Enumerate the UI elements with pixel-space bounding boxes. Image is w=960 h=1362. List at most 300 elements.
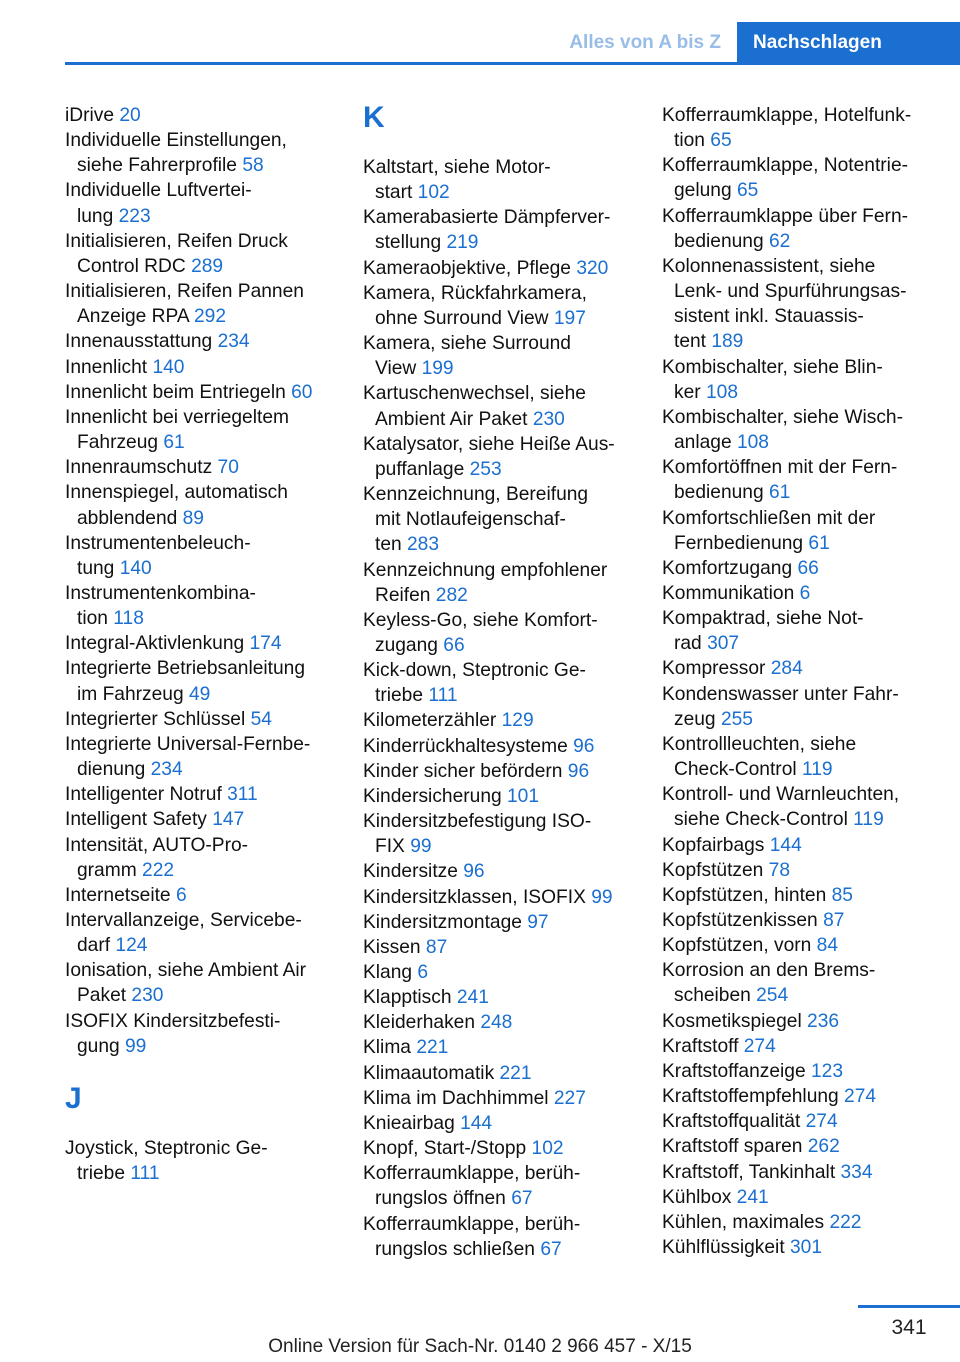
- index-entry: [65, 908, 355, 958]
- index-entry-text: sistent inkl. Stauassis-: [674, 306, 864, 328]
- index-entry-text: start: [375, 182, 418, 204]
- index-entry-text: Kamera, siehe Surround: [363, 333, 571, 355]
- index-entry-text: Knopf, Start-/Stopp: [363, 1138, 532, 1160]
- index-entry-text: Innenlicht bei verriegeltem: [65, 406, 289, 428]
- page-reference-link[interactable]: 96: [573, 735, 595, 757]
- index-entry: [65, 1009, 355, 1059]
- header-chapter-tab: Nachschlagen: [737, 22, 960, 64]
- index-entry-text: Control RDC: [77, 255, 192, 277]
- page-reference-link[interactable]: 89: [182, 507, 204, 529]
- index-entry: [363, 759, 655, 784]
- page-reference-link[interactable]: 99: [410, 836, 432, 858]
- page-reference-link[interactable]: 230: [131, 985, 164, 1007]
- page-reference-link[interactable]: 262: [807, 1136, 840, 1158]
- index-entry-text: Kopfstützenkissen: [662, 910, 824, 931]
- page-reference-link[interactable]: 85: [831, 884, 853, 906]
- index-entry: [662, 656, 958, 681]
- page-reference-link[interactable]: 62: [768, 230, 791, 252]
- index-entry: [65, 405, 355, 455]
- index-entry-text: Lenk- und Spurführungsas-: [674, 281, 907, 303]
- index-entry: [662, 204, 958, 254]
- index-entry: [65, 631, 355, 656]
- index-entry-text: Instrumentenkombina-: [65, 582, 256, 604]
- page-reference-link[interactable]: 241: [736, 1186, 769, 1208]
- page-reference-link[interactable]: 111: [428, 685, 458, 707]
- index-entry: [662, 1160, 958, 1185]
- index-entry-text: Kaltstart, siehe Motor-: [363, 157, 551, 178]
- index-entry-text: FIX: [375, 836, 411, 858]
- page-reference-link[interactable]: 87: [425, 936, 448, 958]
- index-entry-text: Kopfstützen, vorn: [662, 935, 817, 957]
- index-entry: [662, 682, 958, 732]
- page-reference-link[interactable]: 283: [407, 534, 440, 556]
- index-entry-text: gelung: [674, 180, 737, 202]
- index-entry: [363, 960, 655, 985]
- page-reference-link[interactable]: 118: [113, 608, 144, 630]
- page-reference-link[interactable]: 66: [797, 557, 819, 579]
- index-entry: [65, 229, 355, 279]
- page-reference-link[interactable]: 102: [531, 1138, 564, 1160]
- index-column-3: [662, 103, 958, 1260]
- index-entry: [662, 833, 958, 858]
- index-entry-text: Kontrollleuchten, siehe: [662, 733, 857, 755]
- index-entry-text: Kompressor: [662, 658, 771, 680]
- page-reference-link[interactable]: 221: [416, 1037, 449, 1059]
- page-reference-link[interactable]: 144: [769, 834, 802, 856]
- index-entry: [65, 782, 355, 807]
- index-entry-text: Integrierter Schlüssel: [65, 708, 251, 730]
- index-entry-text: Intervallanzeige, Servicebe-: [65, 910, 302, 931]
- index-entry: [65, 707, 355, 732]
- page-reference-link[interactable]: 99: [591, 886, 613, 908]
- index-entry: [363, 1111, 655, 1136]
- index-entry: [363, 256, 655, 281]
- page-reference-link[interactable]: 61: [768, 482, 791, 504]
- index-entry-text: Kameraobjektive, Pflege: [363, 257, 577, 279]
- page-reference-link[interactable]: 119: [801, 759, 833, 781]
- page-reference-link[interactable]: 197: [553, 307, 586, 329]
- index-entry-text: siehe Check-Control: [674, 809, 854, 831]
- index-entry-text: Kleiderhaken: [363, 1012, 481, 1034]
- page-reference-link[interactable]: 67: [540, 1238, 562, 1260]
- page-reference-link[interactable]: 96: [567, 760, 590, 782]
- index-entry: [65, 1136, 355, 1186]
- page-reference-link[interactable]: 58: [242, 155, 264, 177]
- index-entry-text: Kraftstoff, Tankinhalt: [662, 1161, 841, 1183]
- page-reference-link[interactable]: 189: [711, 331, 744, 353]
- index-entry-text: Kilometerzähler: [363, 710, 502, 732]
- index-entry-text: Komfortzugang: [662, 557, 798, 579]
- index-entry: [662, 405, 958, 455]
- page-reference-link[interactable]: 174: [249, 633, 282, 655]
- index-entry: [65, 480, 355, 530]
- page-reference-link[interactable]: 234: [150, 759, 183, 781]
- page-reference-link[interactable]: 223: [118, 205, 151, 227]
- page-reference-link[interactable]: 6: [799, 582, 811, 604]
- index-entry: [363, 985, 655, 1010]
- index-entry-text: zeug: [674, 708, 721, 730]
- page-reference-link[interactable]: 20: [119, 105, 141, 126]
- index-entry-text: Kosmetikspiegel: [662, 1010, 808, 1032]
- index-entry-text: tent: [674, 331, 712, 353]
- index-entry-text: Kraftstoffqualität: [662, 1111, 806, 1133]
- index-entry-text: Integrierte Universal-Fernbe-: [65, 733, 311, 755]
- index-entry-text: Katalysator, siehe Heiße Aus-: [363, 433, 615, 455]
- index-entry: [65, 103, 355, 128]
- index-entry-text: Kofferraumklappe, berüh-: [363, 1163, 581, 1185]
- index-entry-text: Klang: [363, 962, 418, 983]
- index-entry-text: Initialisieren, Reifen Pannen: [65, 281, 304, 303]
- index-entry: [363, 1035, 655, 1060]
- index-entry: [662, 1210, 958, 1235]
- index-entry-text: Kinder sicher befördern: [363, 760, 568, 782]
- index-entry-text: gung: [77, 1035, 126, 1057]
- index-entry-text: Fernbedienung: [674, 532, 809, 554]
- page-reference-link[interactable]: 61: [163, 432, 185, 454]
- page-reference-link[interactable]: 99: [125, 1035, 147, 1057]
- index-entry-text: gramm: [77, 859, 143, 881]
- page-reference-link[interactable]: 284: [770, 658, 803, 680]
- index-entry: [662, 1185, 958, 1210]
- index-entry-text: Fahrzeug: [77, 432, 164, 454]
- index-entry-text: Anzeige RPA: [77, 306, 194, 328]
- index-entry: [65, 581, 355, 631]
- index-entry: [363, 482, 655, 557]
- page-reference-link[interactable]: 144: [460, 1112, 493, 1134]
- index-entry-text: Integrierte Betriebsanleitung: [65, 658, 305, 680]
- index-letter-heading: J: [65, 1081, 82, 1115]
- page-reference-link[interactable]: 301: [789, 1237, 822, 1259]
- footer-rule: [858, 1305, 960, 1308]
- index-entry-text: Kindersitzbefestigung ISO-: [363, 811, 592, 833]
- index-entry-text: Kamera, Rückfahrkamera,: [363, 282, 587, 304]
- index-entry: [662, 606, 958, 656]
- index-entry-text: mit Notlaufeigenschaf-: [375, 509, 566, 531]
- index-entry: [363, 784, 655, 809]
- index-entry-text: tion: [77, 608, 114, 630]
- page-reference-link[interactable]: 97: [527, 911, 549, 933]
- index-entry-text: scheiben: [674, 985, 757, 1007]
- index-entry-text: iDrive: [65, 105, 120, 126]
- index-entry: [363, 281, 655, 331]
- header-rule: [65, 62, 960, 65]
- index-entry: [363, 1010, 655, 1035]
- index-entry-text: Kamerabasierte Dämpferver-: [363, 207, 611, 229]
- index-entry-text: bedienung: [674, 230, 769, 252]
- index-entry: [65, 958, 355, 1008]
- index-entry-text: anlage: [674, 432, 737, 454]
- index-entry-text: Internetseite: [65, 884, 176, 906]
- index-entry: [65, 329, 355, 354]
- page-reference-link[interactable]: 234: [217, 331, 250, 353]
- page-reference-link[interactable]: 101: [507, 785, 540, 807]
- index-entry-text: rungslos schließen: [375, 1238, 541, 1260]
- index-entry-text: im Fahrzeug: [77, 683, 189, 705]
- page-reference-link[interactable]: 84: [816, 935, 838, 957]
- index-entry-text: ker: [674, 381, 706, 403]
- index-entry-text: Kofferraumklappe, berüh-: [363, 1213, 581, 1235]
- index-entry: [662, 1235, 958, 1260]
- page-reference-link[interactable]: 274: [805, 1111, 838, 1133]
- index-entry-text: Kraftstoff sparen: [662, 1136, 808, 1158]
- index-entry: [65, 380, 355, 405]
- page-reference-link[interactable]: 6: [175, 884, 187, 906]
- index-entry: [65, 833, 355, 883]
- index-entry: [662, 254, 958, 355]
- index-entry: [65, 656, 355, 706]
- page-reference-link[interactable]: 334: [840, 1161, 873, 1183]
- index-entry: [363, 658, 655, 708]
- page-reference-link[interactable]: 70: [217, 457, 239, 479]
- index-entry-text: siehe Fahrerprofile: [77, 155, 243, 177]
- index-entry: [363, 1061, 655, 1086]
- index-entry-text: bedienung: [674, 482, 769, 504]
- index-letter-heading: K: [363, 101, 385, 134]
- index-entry-text: darf: [77, 935, 116, 957]
- page-reference-link[interactable]: 78: [768, 859, 791, 881]
- index-entry: [662, 1009, 958, 1034]
- index-entry: [662, 782, 958, 832]
- page-reference-link[interactable]: 66: [443, 634, 465, 656]
- index-entry-text: Kofferraumklappe über Fern-: [662, 205, 909, 227]
- page-reference-link[interactable]: 254: [756, 985, 789, 1007]
- index-entry-text: View: [375, 358, 422, 380]
- page-reference-link[interactable]: 123: [810, 1060, 843, 1082]
- page-reference-link[interactable]: 111: [130, 1163, 160, 1185]
- index-entry-text: Kommunikation: [662, 582, 800, 604]
- page-reference-link[interactable]: 320: [576, 257, 609, 279]
- page-reference-link[interactable]: 282: [435, 584, 468, 606]
- page-reference-link[interactable]: 140: [152, 356, 185, 378]
- index-entry: [65, 355, 355, 380]
- index-entry-text: Reifen: [375, 584, 436, 606]
- page-reference-link[interactable]: 289: [191, 255, 224, 277]
- index-entry: [363, 1212, 655, 1262]
- index-entry: [363, 910, 655, 935]
- index-entry-text: Kennzeichnung empfohlener: [363, 559, 608, 581]
- page-reference-link[interactable]: 96: [463, 861, 485, 883]
- page-reference-link[interactable]: 61: [808, 532, 830, 554]
- index-entry-text: Individuelle Luftvertei-: [65, 180, 252, 202]
- page-reference-link[interactable]: 49: [188, 683, 211, 705]
- index-entry-text: ISOFIX Kindersitzbefesti-: [65, 1010, 281, 1032]
- index-entry-text: Kennzeichnung, Bereifung: [363, 484, 589, 506]
- index-entry-text: Intelligent Safety: [65, 809, 213, 831]
- index-entry-text: Knieairbag: [363, 1112, 461, 1134]
- index-entry: [363, 432, 655, 482]
- page-reference-link[interactable]: 221: [499, 1062, 532, 1084]
- index-entry-text: lung: [77, 205, 119, 227]
- index-entry: [662, 858, 958, 883]
- index-entry-text: Kombischalter, siehe Wisch-: [662, 406, 903, 428]
- index-entry-text: Komfortschließen mit der: [662, 507, 876, 529]
- footer-version-text: Online Version für Sach-Nr. 0140 2 966 457 - X/15: [268, 1336, 692, 1357]
- index-entry-text: ohne Surround View: [375, 307, 554, 329]
- index-entry-text: Kontroll- und Warnleuchten,: [662, 784, 900, 806]
- index-entry: [65, 732, 355, 782]
- page-reference-link[interactable]: 65: [710, 130, 732, 152]
- index-entry: [662, 908, 958, 933]
- index-entry-text: stellung: [375, 232, 447, 254]
- index-entry-text: Klapptisch: [363, 987, 457, 1009]
- index-entry: [65, 531, 355, 581]
- index-entry: [65, 807, 355, 832]
- index-entry-text: Kopfairbags: [662, 834, 770, 856]
- index-entry: [65, 455, 355, 480]
- index-entry-text: Kopfstützen, hinten: [662, 884, 832, 906]
- index-entry: [662, 732, 958, 782]
- page-reference-link[interactable]: 54: [250, 708, 272, 730]
- index-entry-text: rungslos öffnen: [375, 1188, 512, 1210]
- page-reference-link[interactable]: 102: [417, 182, 450, 204]
- page-reference-link[interactable]: 236: [807, 1010, 840, 1032]
- index-entry-text: Paket: [77, 985, 132, 1007]
- index-entry-text: Ambient Air Paket: [375, 408, 533, 430]
- index-entry-text: Kühlflüssigkeit: [662, 1237, 790, 1259]
- page-reference-link[interactable]: 108: [706, 381, 739, 403]
- index-entry-text: Kindersicherung: [363, 785, 507, 807]
- index-entry-text: Innenlicht beim Entriegeln: [65, 381, 292, 403]
- page-reference-link[interactable]: 230: [532, 408, 565, 430]
- page-reference-link[interactable]: 199: [421, 358, 454, 380]
- index-entry-text: Check-Control: [674, 759, 802, 781]
- index-entry-text: Kraftstoffanzeige: [662, 1060, 811, 1082]
- index-entry: [662, 153, 958, 203]
- index-entry-text: ten: [375, 534, 408, 556]
- index-entry: [662, 455, 958, 505]
- index-column-2: [363, 103, 655, 1262]
- page-reference-link[interactable]: 255: [720, 708, 753, 730]
- section-gap: [65, 1059, 355, 1084]
- index-entry-text: Kindersitze: [363, 861, 464, 883]
- page-reference-link[interactable]: 87: [823, 910, 845, 931]
- page-reference-link[interactable]: 222: [142, 859, 175, 881]
- index-entry-text: Kindersitzmontage: [363, 911, 528, 933]
- index-entry: [363, 205, 655, 255]
- index-entry: [65, 178, 355, 228]
- index-entry: [363, 885, 655, 910]
- index-entry-text: Kühlbox: [662, 1186, 737, 1208]
- page-reference-link[interactable]: 119: [853, 809, 884, 831]
- index-entry: [363, 935, 655, 960]
- index-entry: [65, 883, 355, 908]
- index-entry-text: Kick-down, Steptronic Ge-: [363, 660, 586, 682]
- index-entry: [662, 1059, 958, 1084]
- page-reference-link[interactable]: 292: [193, 306, 226, 328]
- page-reference-link[interactable]: 248: [480, 1012, 513, 1034]
- page-number: 341: [891, 1316, 927, 1339]
- index-entry-text: Kraftstoffempfehlung: [662, 1086, 845, 1108]
- index-entry-text: Intensität, AUTO-Pro-: [65, 834, 249, 856]
- index-entry-text: Innenausstattung: [65, 331, 218, 353]
- index-entry: [662, 355, 958, 405]
- index-entry: [363, 331, 655, 381]
- page-reference-link[interactable]: 129: [501, 710, 534, 732]
- index-entry-text: Instrumentenbeleuch-: [65, 532, 251, 554]
- index-entry-text: abblendend: [77, 507, 183, 529]
- index-entry: [662, 556, 958, 581]
- index-entry: [363, 381, 655, 431]
- index-entry: [662, 933, 958, 958]
- page-reference-link[interactable]: 65: [736, 180, 759, 202]
- page-reference-link[interactable]: 253: [469, 458, 502, 480]
- index-entry: [65, 128, 355, 178]
- index-entry-text: Ionisation, siehe Ambient Air: [65, 960, 307, 982]
- index-entry-text: rad: [674, 633, 708, 655]
- index-column-1: [65, 103, 355, 1186]
- page-reference-link[interactable]: 311: [227, 784, 258, 806]
- index-entry-text: dienung: [77, 759, 151, 781]
- page-reference-link[interactable]: 222: [829, 1211, 862, 1233]
- index-entry-text: Kartuschenwechsel, siehe: [363, 383, 586, 405]
- page-reference-link[interactable]: 219: [446, 232, 479, 254]
- index-entry-text: Kolonnenassistent, siehe: [662, 255, 876, 277]
- index-entry: [363, 1086, 655, 1111]
- index-entry: [363, 734, 655, 759]
- index-entry-text: Innenspiegel, automatisch: [65, 482, 288, 504]
- index-entry-text: Integral-Aktivlenkung: [65, 633, 250, 655]
- page-reference-link[interactable]: 124: [115, 935, 148, 957]
- index-entry-text: Keyless-Go, siehe Komfort-: [363, 609, 598, 631]
- page-reference-link[interactable]: 241: [456, 987, 489, 1009]
- index-entry: [363, 809, 655, 859]
- index-entry-text: Klima im Dachhimmel: [363, 1087, 554, 1109]
- index-entry: [662, 883, 958, 908]
- index-entry: [363, 558, 655, 608]
- index-entry-text: zugang: [375, 634, 444, 656]
- index-entry-text: Kindersitzklassen, ISOFIX: [363, 886, 592, 908]
- index-entry-text: Kompaktrad, siehe Not-: [662, 608, 864, 630]
- index-entry-text: Individuelle Einstellungen,: [65, 130, 287, 152]
- index-entry: [363, 708, 655, 733]
- page-reference-link[interactable]: 140: [119, 557, 152, 579]
- page-reference-link[interactable]: 67: [511, 1188, 533, 1210]
- index-entry: [65, 279, 355, 329]
- index-entry-text: Klimaautomatik: [363, 1062, 500, 1084]
- index-entry-text: Kraftstoff: [662, 1035, 744, 1057]
- index-entry: [662, 958, 958, 1008]
- index-entry-text: tung: [77, 557, 120, 579]
- index-entry-text: Initialisieren, Reifen Druck: [65, 230, 288, 252]
- index-entry: [662, 506, 958, 556]
- index-entry-text: Korrosion an den Brems-: [662, 960, 876, 982]
- page-reference-link[interactable]: 108: [736, 432, 769, 454]
- index-entry: [363, 155, 655, 205]
- index-entry-text: tion: [674, 130, 711, 152]
- page-reference-link[interactable]: 147: [212, 809, 245, 831]
- page-reference-link[interactable]: 307: [707, 633, 740, 655]
- index-entry-text: Innenraumschutz: [65, 457, 218, 479]
- index-entry-text: Komfortöffnen mit der Fern-: [662, 457, 898, 479]
- header-section-title: Alles von A bis Z: [569, 32, 721, 53]
- page-reference-link[interactable]: 274: [743, 1035, 776, 1057]
- index-entry-text: Kofferraumklappe, Hotelfunk-: [662, 105, 912, 126]
- index-entry-text: Kondenswasser unter Fahr-: [662, 683, 899, 705]
- page-reference-link[interactable]: 60: [291, 381, 313, 403]
- index-entry-text: puffanlage: [375, 458, 470, 480]
- index-entry-text: Kühlen, maximales: [662, 1211, 830, 1233]
- index-entry-text: Kopfstützen: [662, 859, 769, 881]
- index-entry-text: triebe: [375, 685, 429, 707]
- index-entry-text: Klima: [363, 1037, 417, 1059]
- index-entry: [662, 1134, 958, 1159]
- page-reference-link[interactable]: 274: [844, 1086, 877, 1108]
- index-entry: [662, 581, 958, 606]
- page-reference-link[interactable]: 227: [553, 1087, 586, 1109]
- index-entry: [363, 859, 655, 884]
- index-entry: [363, 1161, 655, 1211]
- page-reference-link[interactable]: 6: [417, 962, 429, 983]
